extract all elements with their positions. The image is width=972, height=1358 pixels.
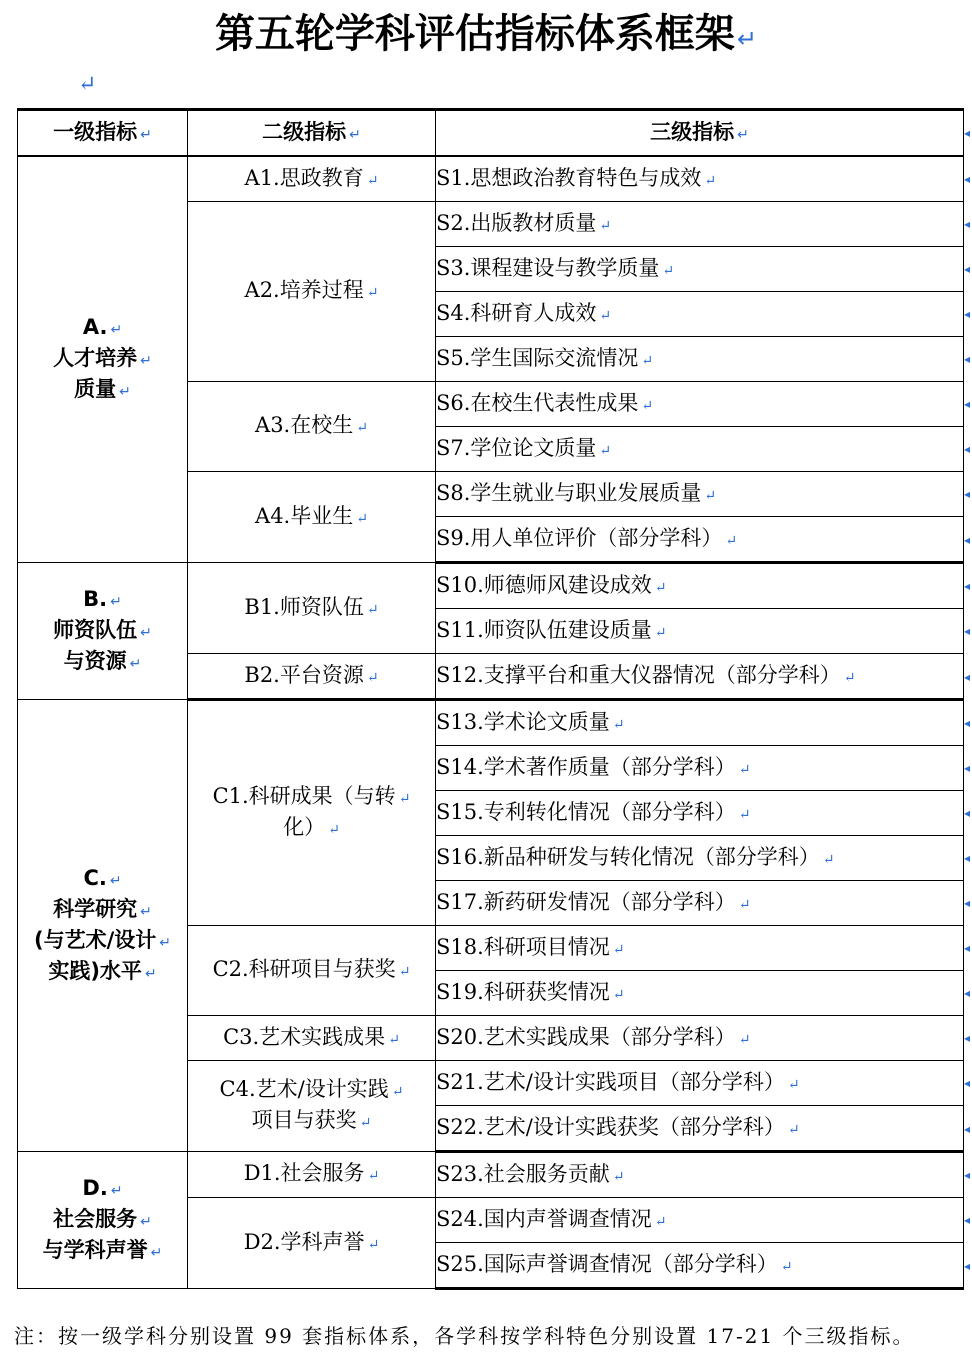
level3-indicator-cell xyxy=(436,382,964,427)
level3-indicator-cell xyxy=(436,337,964,382)
level2-label: D1.社会服务 xyxy=(243,1161,365,1185)
cell-end-mark-icon: ↵ xyxy=(641,352,654,369)
level3-indicator-cell xyxy=(436,654,964,700)
cell-end-mark-icon: ↵ xyxy=(366,285,379,301)
cell-end-mark-icon: ↵ xyxy=(398,964,411,980)
cell-end-mark-icon: ↵ xyxy=(780,1258,793,1275)
cell-end-mark-icon: ↵ xyxy=(612,986,625,1003)
cell-text-line: 项目与获奖 xyxy=(251,1108,357,1132)
cell-end-mark-icon: ↵ xyxy=(599,307,612,324)
cell-end-mark-icon: ↵ xyxy=(110,1182,123,1199)
cell-text-line: 人才培养 xyxy=(53,346,138,370)
cell-end-mark-icon: ↵ xyxy=(110,322,123,338)
cell-end-mark-icon: ↵ xyxy=(843,669,856,686)
row-end-mark-icon: ◂ xyxy=(964,896,971,910)
cell-end-mark-icon: ↵ xyxy=(140,903,152,920)
level3-indicator-cell xyxy=(436,156,964,202)
level3-indicator-cell xyxy=(436,926,964,971)
level3-indicator-cell xyxy=(436,563,964,609)
cell-end-mark-icon: ↵ xyxy=(738,761,751,778)
cell-end-mark-icon: ↵ xyxy=(328,822,340,838)
footnote: 注：按一级学科分别设置 99 套指标体系，各学科按学科特色分别设置 17-21 个三级指标。 xyxy=(14,1324,915,1348)
level3-indicator-cell xyxy=(436,1106,964,1152)
cell-text-line: 化） xyxy=(283,815,326,839)
level3-label: S17.新药研发情况（部分学科） xyxy=(436,889,736,914)
cell-end-mark-icon: ↵ xyxy=(738,1031,751,1048)
cell-end-mark-icon: ↵ xyxy=(110,593,122,610)
level3-indicator-cell xyxy=(436,292,964,337)
level2-label: B2.平台资源 xyxy=(244,662,364,687)
cell-end-mark-icon: ↵ xyxy=(140,126,152,143)
row-end-mark-icon: ◂ xyxy=(964,761,971,775)
cell-end-mark-icon: ↵ xyxy=(391,1084,404,1100)
level3-indicator-cell xyxy=(436,202,964,247)
level3-indicator-cell xyxy=(436,427,964,472)
row-end-mark-icon: ◂ xyxy=(964,941,971,955)
cell-end-mark-icon: ↵ xyxy=(367,1236,380,1253)
row-end-mark-icon: ◂ xyxy=(964,262,971,276)
level2-indicator-cell xyxy=(188,700,436,926)
level3-indicator-cell xyxy=(436,746,964,791)
level3-label: S1.思想政治教育特色与成效 xyxy=(436,165,702,190)
level3-label: S12.支撑平台和重大仪器情况（部分学科） xyxy=(436,662,841,687)
level2-label: D2.学科声誉 xyxy=(243,1229,365,1254)
level3-indicator-cell xyxy=(436,247,964,292)
level3-label: S3.课程建设与教学质量 xyxy=(436,255,660,280)
column-header-level1: 一级指标 ↵ xyxy=(18,110,188,157)
level3-label: S7.学位论文质量 xyxy=(436,435,597,460)
cell-end-mark-icon: ↵ xyxy=(822,851,835,868)
row-end-mark-icon: ◂ xyxy=(964,1258,971,1273)
level3-label: S16.新品种研发与转化情况（部分学科） xyxy=(436,844,820,869)
cell-end-mark-icon: ↵ xyxy=(704,172,717,189)
row-end-mark-icon: ◂ xyxy=(964,352,971,366)
cell-text-line: 师资队伍 xyxy=(53,617,138,642)
level3-label: S18.科研项目情况 xyxy=(436,934,610,959)
paragraph-mark-icon: ↵ xyxy=(736,25,758,53)
level2-label: C2.科研项目与获奖 xyxy=(212,957,396,981)
row-end-mark-icon: ◂ xyxy=(964,487,971,501)
level2-indicator-cell xyxy=(188,1061,436,1152)
table-row xyxy=(18,700,964,746)
row-end-mark-icon: ◂ xyxy=(964,307,971,321)
cell-end-mark-icon: ↵ xyxy=(787,1076,800,1093)
row-end-mark-icon: ◂ xyxy=(964,442,971,456)
cell-end-mark-icon: ↵ xyxy=(599,217,612,234)
cell-text-line: (与艺术/设计 xyxy=(33,927,157,952)
cell-end-mark-icon: ↵ xyxy=(738,806,751,823)
paragraph-mark-icon: ↵ xyxy=(78,72,97,97)
cell-end-mark-icon: ↵ xyxy=(654,624,667,641)
level3-indicator-cell xyxy=(436,517,964,563)
level2-label: B1.师资队伍 xyxy=(244,594,364,619)
level1-indicator-cell xyxy=(18,563,188,700)
cell-end-mark-icon: ↵ xyxy=(737,126,749,143)
column-header-level2: 二级指标 ↵ xyxy=(188,110,436,157)
level2-indicator-cell xyxy=(188,1016,436,1061)
cell-end-mark-icon: ↵ xyxy=(140,1213,152,1230)
cell-end-mark-icon: ↵ xyxy=(140,353,152,369)
row-end-mark-icon: ◂ xyxy=(964,1213,971,1227)
level2-label: A4.毕业生 xyxy=(255,503,354,528)
level2-indicator-cell xyxy=(188,202,436,382)
row-end-mark-icon: ◂ xyxy=(964,1121,971,1136)
cell-text-line: C1.科研成果（与转 xyxy=(212,784,396,808)
cell-end-mark-icon: ↵ xyxy=(725,532,738,549)
row-end-mark-icon: ◂ xyxy=(964,1031,971,1045)
cell-end-mark-icon: ↵ xyxy=(349,126,361,143)
level3-label: S20.艺术实践成果（部分学科） xyxy=(436,1024,736,1049)
level3-label: S25.国际声誉调查情况（部分学科） xyxy=(436,1251,778,1276)
cell-end-mark-icon: ↵ xyxy=(150,1244,163,1261)
level3-indicator-cell xyxy=(436,1061,964,1106)
level2-indicator-cell xyxy=(188,1198,436,1289)
cell-end-mark-icon: ↵ xyxy=(367,1168,380,1184)
cell-end-mark-icon: ↵ xyxy=(388,1031,400,1048)
cell-end-mark-icon: ↵ xyxy=(654,1213,667,1230)
cell-end-mark-icon: ↵ xyxy=(366,601,379,618)
level1-indicator-cell xyxy=(18,700,188,1152)
level2-indicator-cell xyxy=(188,926,436,1016)
level2-indicator-cell xyxy=(188,472,436,563)
level3-label: S11.师资队伍建设质量 xyxy=(436,617,652,642)
level3-indicator-cell xyxy=(436,472,964,517)
cell-text-line: C4.艺术/设计实践 xyxy=(219,1077,389,1101)
level3-label: S21.艺术/设计实践项目（部分学科） xyxy=(436,1069,785,1094)
level2-indicator-cell xyxy=(188,563,436,654)
cell-text-line: 实践)水平 xyxy=(48,958,142,983)
row-end-mark-icon: ◂ xyxy=(964,624,971,638)
level3-label: S10.师德师风建设成效 xyxy=(436,572,652,597)
cell-text-line: 科学研究 xyxy=(53,896,138,921)
level3-indicator-cell xyxy=(436,881,964,926)
level3-indicator-cell xyxy=(436,971,964,1016)
row-end-mark-icon: ◂ xyxy=(964,806,971,820)
level1-indicator-cell xyxy=(18,1152,188,1289)
level3-label: S24.国内声誉调查情况 xyxy=(436,1206,652,1231)
level2-label: A2.培养过程 xyxy=(244,278,364,302)
cell-end-mark-icon: ↵ xyxy=(159,934,171,951)
cell-end-mark-icon: ↵ xyxy=(144,965,157,982)
level2-indicator-cell xyxy=(188,156,436,202)
cell-text-line: 与学科声誉 xyxy=(42,1237,148,1262)
level2-indicator-cell xyxy=(188,382,436,472)
cell-end-mark-icon: ↵ xyxy=(641,397,654,414)
cell-end-mark-icon: ↵ xyxy=(612,716,625,733)
cell-end-mark-icon: ↵ xyxy=(704,487,717,504)
cell-end-mark-icon: ↵ xyxy=(398,791,411,807)
level3-label: S19.科研获奖情况 xyxy=(436,979,610,1004)
level3-indicator-cell xyxy=(436,1152,964,1198)
level3-indicator-cell xyxy=(436,791,964,836)
row-end-mark-icon: ◂ xyxy=(964,1076,971,1090)
level3-label: S9.用人单位评价（部分学科） xyxy=(436,525,723,550)
level1-code: C. xyxy=(83,865,107,890)
cell-end-mark-icon: ↵ xyxy=(366,669,379,686)
cell-end-mark-icon: ↵ xyxy=(612,941,625,958)
cell-end-mark-icon: ↵ xyxy=(738,896,751,913)
row-end-mark-icon: ◂ xyxy=(964,1167,971,1182)
table-header-row xyxy=(18,110,964,157)
level1-code: D. xyxy=(82,1175,108,1200)
cell-end-mark-icon: ↵ xyxy=(356,510,368,527)
row-end-mark-icon: ◂ xyxy=(964,986,971,1000)
level2-label: A1.思政教育 xyxy=(244,165,364,190)
level1-indicator-cell xyxy=(18,156,188,563)
level3-indicator-cell xyxy=(436,1016,964,1061)
level3-label: S8.学生就业与职业发展质量 xyxy=(436,480,702,505)
row-end-mark-icon: ◂ xyxy=(964,125,971,140)
cell-end-mark-icon: ↵ xyxy=(654,579,667,596)
level3-label: S13.学术论文质量 xyxy=(436,709,610,734)
cell-end-mark-icon: ↵ xyxy=(109,872,122,889)
column-header-level3: 三级指标 ↵ xyxy=(436,110,964,157)
level3-indicator-cell xyxy=(436,1198,964,1243)
level2-indicator-cell xyxy=(188,1152,436,1198)
cell-end-mark-icon: ↵ xyxy=(599,442,612,459)
row-end-mark-icon: ◂ xyxy=(964,578,971,593)
level1-code: B. xyxy=(83,586,108,611)
row-end-mark-icon: ◂ xyxy=(964,171,971,186)
level2-indicator-cell xyxy=(188,654,436,700)
cell-end-mark-icon: ↵ xyxy=(129,655,142,672)
level3-label: S23.社会服务贡献 xyxy=(436,1161,610,1186)
level3-label: S14.学术著作质量（部分学科） xyxy=(436,754,736,779)
row-end-mark-icon: ◂ xyxy=(964,217,971,231)
cell-end-mark-icon: ↵ xyxy=(119,384,131,400)
cell-end-mark-icon: ↵ xyxy=(787,1121,800,1138)
level3-indicator-cell xyxy=(436,609,964,654)
page-title: 第五轮学科评估指标体系框架↵ xyxy=(214,11,758,57)
level3-label: S5.学生国际交流情况 xyxy=(436,345,639,370)
level3-indicator-cell xyxy=(436,836,964,881)
table-row xyxy=(18,156,964,202)
level3-label: S4.科研育人成效 xyxy=(436,300,597,325)
table-row xyxy=(18,1152,964,1198)
level1-code: A. xyxy=(82,315,108,339)
cell-end-mark-icon: ↵ xyxy=(356,420,368,436)
cell-end-mark-icon: ↵ xyxy=(612,1168,625,1185)
cell-end-mark-icon: ↵ xyxy=(140,624,152,641)
cell-text-line: 与资源 xyxy=(63,648,127,673)
cell-end-mark-icon: ↵ xyxy=(662,262,675,279)
row-end-mark-icon: ◂ xyxy=(964,669,971,684)
level3-label: S6.在校生代表性成果 xyxy=(436,390,639,415)
cell-end-mark-icon: ↵ xyxy=(366,172,379,189)
row-end-mark-icon: ◂ xyxy=(964,532,971,547)
row-end-mark-icon: ◂ xyxy=(964,715,971,730)
level2-label: A3.在校生 xyxy=(255,413,354,437)
row-end-mark-icon: ◂ xyxy=(964,851,971,865)
level3-label: S22.艺术/设计实践获奖（部分学科） xyxy=(436,1114,785,1139)
indicator-framework-table xyxy=(17,108,964,1290)
level3-indicator-cell xyxy=(436,1243,964,1289)
level3-indicator-cell xyxy=(436,700,964,746)
table-row xyxy=(18,563,964,609)
cell-text-line: 质量 xyxy=(74,377,117,401)
level3-label: S15.专利转化情况（部分学科） xyxy=(436,799,736,824)
cell-end-mark-icon: ↵ xyxy=(359,1115,372,1131)
row-end-mark-icon: ◂ xyxy=(964,397,971,411)
cell-text-line: 社会服务 xyxy=(53,1206,138,1231)
level2-label: C3.艺术实践成果 xyxy=(223,1024,386,1049)
level3-label: S2.出版教材质量 xyxy=(436,210,597,235)
